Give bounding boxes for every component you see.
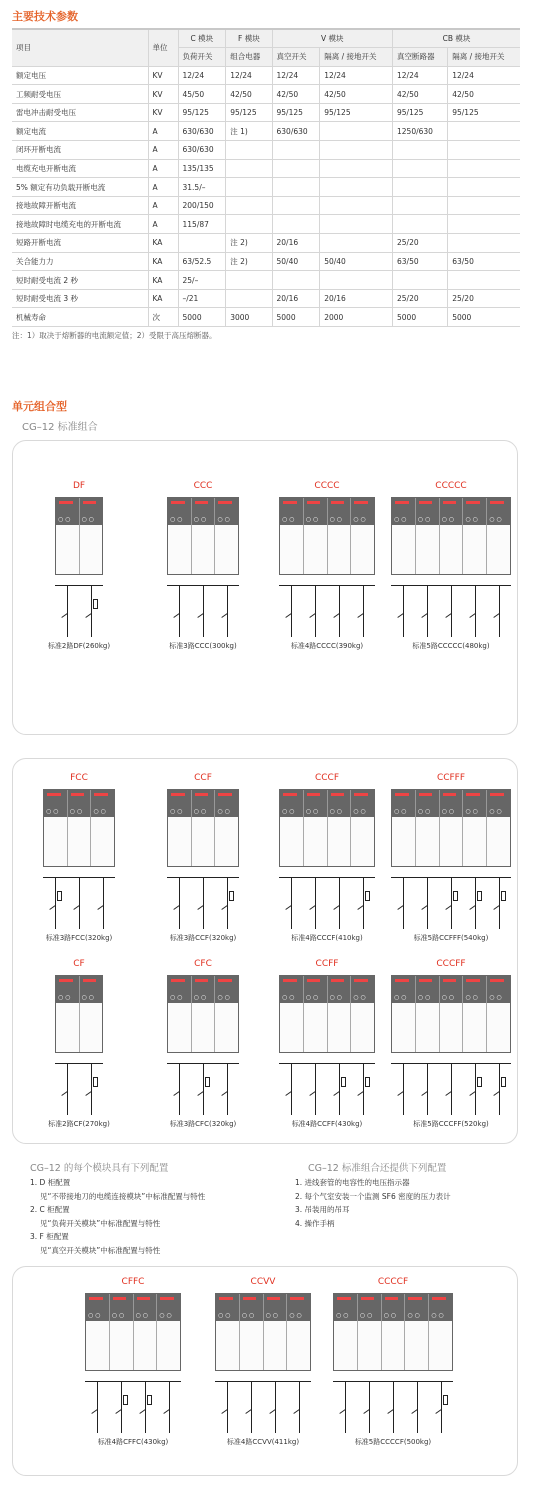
spec-cell: 135/135 [178, 159, 226, 178]
spec-cell: 12/24 [448, 66, 520, 85]
spec-row [12, 215, 520, 234]
spec-cell [272, 271, 320, 290]
spec-row [12, 141, 520, 160]
spec-cell [393, 178, 448, 197]
spec-cell: 200/150 [178, 196, 226, 215]
spec-cell: 5000 [448, 308, 520, 327]
header-c-module: C 模块 [178, 29, 226, 48]
cabinet-illustration [85, 1293, 181, 1371]
config-line: 4. 操作手柄 [295, 1218, 335, 1228]
circuit-diagram [279, 1063, 375, 1115]
spec-cell [320, 141, 393, 160]
spec-cell: 3000 [226, 308, 272, 327]
spec-cell: A [148, 159, 178, 178]
cabinet-illustration [167, 497, 239, 575]
cabinet-illustration [279, 497, 375, 575]
spec-cell: 20/16 [272, 234, 320, 253]
config-line: 见“不带接地刀的电缆连接模块”中标准配置与特性 [40, 1191, 206, 1201]
config-line: 1. 进线套管的电容性的电压指示器 [295, 1178, 410, 1187]
spec-cell: 雷电冲击耐受电压 [12, 103, 148, 122]
unit-section-title: 单元组合型 [12, 400, 67, 413]
combo-caption: 标准3路CCC(300kg) [169, 642, 237, 650]
spec-cell: 电缆充电开断电流 [12, 159, 148, 178]
combo-item-df [19, 481, 139, 651]
config-left-list [30, 1176, 205, 1257]
spec-row [12, 308, 520, 327]
spec-cell: KA [148, 252, 178, 271]
combo-item-ccc [143, 481, 263, 651]
spec-row [12, 289, 520, 308]
spec-cell [448, 234, 520, 253]
spec-cell: 12/24 [178, 66, 226, 85]
cabinet-illustration [391, 497, 511, 575]
spec-cell [448, 159, 520, 178]
spec-cell: 63/50 [448, 252, 520, 271]
config-line: 1. D 柜配置 [30, 1178, 71, 1187]
combo-caption: 标准4路CCCF(410kg) [291, 934, 363, 942]
spec-cell: 63/50 [393, 252, 448, 271]
spec-cell [226, 196, 272, 215]
header-sub: 隔离 / 接地开关 [320, 48, 393, 67]
spec-cell: 42/50 [272, 85, 320, 104]
combo-title: CFFC [121, 1277, 145, 1287]
spec-cell [320, 196, 393, 215]
spec-cell: 45/50 [178, 85, 226, 104]
circuit-diagram [391, 585, 511, 637]
spec-cell: A [148, 196, 178, 215]
combo-title: CF [73, 959, 85, 969]
combo-caption: 标准5路CCCCC(480kg) [412, 642, 490, 650]
spec-cell: 工频耐受电压 [12, 85, 148, 104]
spec-cell [272, 196, 320, 215]
circuit-diagram [43, 877, 115, 929]
spec-cell: 95/125 [448, 103, 520, 122]
spec-cell: 短时耐受电流 3 秒 [12, 289, 148, 308]
spec-cell: KA [148, 234, 178, 253]
spec-cell: 25/20 [393, 289, 448, 308]
spec-cell: 12/24 [226, 66, 272, 85]
spec-cell: 短路开断电流 [12, 234, 148, 253]
spec-cell [320, 271, 393, 290]
spec-cell [320, 215, 393, 234]
combo-title: CCCFF [436, 959, 466, 969]
spec-cell [272, 215, 320, 234]
spec-cell [226, 215, 272, 234]
combo-caption: 标准5路CCFFF(540kg) [413, 934, 489, 942]
header-item: 项目 [12, 29, 148, 66]
spec-cell [226, 141, 272, 160]
spec-row [12, 159, 520, 178]
spec-cell: 31.5/– [178, 178, 226, 197]
combo-item-ccvv [203, 1277, 323, 1447]
spec-cell: 630/630 [272, 122, 320, 141]
spec-cell [226, 159, 272, 178]
combo-item-cccf [267, 773, 387, 943]
spec-cell: 50/40 [320, 252, 393, 271]
spec-cell: 630/630 [178, 122, 226, 141]
config-left-title: CG–12 的每个模块具有下列配置 [30, 1163, 169, 1174]
header-sub: 组合电器 [226, 48, 272, 67]
cabinet-illustration [167, 975, 239, 1053]
combo-caption: 标准3路FCC(320kg) [45, 934, 113, 942]
spec-cell: 注 2) [226, 234, 272, 253]
spec-cell: 额定电流 [12, 122, 148, 141]
cabinet-illustration [55, 497, 103, 575]
combo-caption: 标准5路CCCFF(520kg) [413, 1120, 489, 1128]
header-f-module: F 模块 [226, 29, 272, 48]
spec-row [12, 66, 520, 85]
cabinet-illustration [279, 789, 375, 867]
spec-cell [320, 122, 393, 141]
spec-cell [320, 234, 393, 253]
spec-cell: A [148, 215, 178, 234]
header-v-module: V 模块 [272, 29, 393, 48]
unit-section-subtitle: CG–12 标准组合 [22, 422, 98, 433]
spec-cell [393, 271, 448, 290]
cabinet-illustration [391, 975, 511, 1053]
spec-cell: 630/630 [178, 141, 226, 160]
spec-cell [448, 271, 520, 290]
cabinet-illustration [43, 789, 115, 867]
spec-cell: 12/24 [393, 66, 448, 85]
spec-cell: 95/125 [320, 103, 393, 122]
spec-cell: 50/40 [272, 252, 320, 271]
spec-cell [226, 178, 272, 197]
config-line: 见“负荷开关模块”中标准配置与特性 [40, 1218, 161, 1228]
cabinet-illustration [55, 975, 103, 1053]
cabinet-illustration [391, 789, 511, 867]
spec-row [12, 196, 520, 215]
circuit-diagram [391, 1063, 511, 1115]
config-line: 3. F 柜配置 [30, 1232, 69, 1241]
spec-cell: 5000 [272, 308, 320, 327]
spec-cell [393, 196, 448, 215]
spec-cell: 95/125 [393, 103, 448, 122]
circuit-diagram [55, 1063, 103, 1115]
spec-cell: 20/16 [272, 289, 320, 308]
spec-cell: A [148, 122, 178, 141]
spec-cell: 25/20 [393, 234, 448, 253]
spec-cell [226, 271, 272, 290]
header-sub: 真空开关 [272, 48, 320, 67]
combo-item-fcc [19, 773, 139, 943]
cabinet-illustration [333, 1293, 453, 1371]
spec-cell: 接地故障开断电流 [12, 196, 148, 215]
combo-caption: 标准3路CFC(320kg) [169, 1120, 237, 1128]
header-cb-module: CB 模块 [393, 29, 520, 48]
spec-cell: 5% 额定有功负载开断电流 [12, 178, 148, 197]
spec-cell [272, 159, 320, 178]
config-right-title: CG–12 标准组合还提供下列配置 [308, 1163, 447, 1174]
circuit-diagram [167, 585, 239, 637]
config-line: 3. 吊装用的吊耳 [295, 1205, 350, 1214]
spec-cell: 1250/630 [393, 122, 448, 141]
combo-caption: 标准3路CCF(320kg) [169, 934, 237, 942]
spec-row [12, 178, 520, 197]
combo-panel-2 [12, 758, 518, 1144]
spec-cell [320, 178, 393, 197]
combo-caption: 标准4路CCCC(390kg) [290, 642, 364, 650]
combo-item-ccff [267, 959, 387, 1129]
spec-cell [448, 122, 520, 141]
spec-cell: 机械寿命 [12, 308, 148, 327]
spec-cell: A [148, 178, 178, 197]
spec-cell: 115/87 [178, 215, 226, 234]
spec-table [12, 28, 520, 327]
spec-cell [448, 178, 520, 197]
spec-cell [393, 141, 448, 160]
spec-row [12, 103, 520, 122]
spec-cell: 接地故障时电缆充电的开断电流 [12, 215, 148, 234]
combo-item-cccff [391, 959, 511, 1129]
combo-title: CCCF [314, 773, 340, 783]
combo-panel-1 [12, 440, 518, 735]
spec-cell [448, 196, 520, 215]
spec-cell: 20/16 [320, 289, 393, 308]
spec-cell: 12/24 [272, 66, 320, 85]
spec-cell: 额定电压 [12, 66, 148, 85]
combo-title: CCFF [315, 959, 339, 969]
spec-cell: KV [148, 85, 178, 104]
config-right-list [295, 1176, 451, 1230]
spec-cell: 12/24 [320, 66, 393, 85]
circuit-diagram [167, 877, 239, 929]
spec-cell [448, 141, 520, 160]
spec-cell: 短时耐受电流 2 秒 [12, 271, 148, 290]
combo-item-ccfff [391, 773, 511, 943]
combo-caption: 标准4路CCFF(430kg) [291, 1120, 363, 1128]
circuit-diagram [55, 585, 103, 637]
combo-title: CCC [193, 481, 213, 491]
spec-table-body [12, 66, 520, 326]
combo-item-ccccf [333, 1277, 453, 1447]
combo-item-cf [19, 959, 139, 1129]
circuit-diagram [215, 1381, 311, 1433]
spec-cell: 42/50 [226, 85, 272, 104]
spec-cell: A [148, 141, 178, 160]
spec-cell [448, 215, 520, 234]
combo-caption: 标准4路CFFC(430kg) [97, 1438, 169, 1446]
spec-cell: 95/125 [272, 103, 320, 122]
combo-item-cfc [143, 959, 263, 1129]
spec-cell: 42/50 [393, 85, 448, 104]
combo-title: CCF [194, 773, 212, 783]
combo-title: CCVV [250, 1277, 276, 1287]
spec-cell: KV [148, 66, 178, 85]
spec-cell [226, 289, 272, 308]
combo-item-cffc [73, 1277, 193, 1447]
spec-cell [272, 178, 320, 197]
combo-title: CCCCF [377, 1277, 409, 1287]
spec-cell: 注 2) [226, 252, 272, 271]
spec-cell: 25/– [178, 271, 226, 290]
spec-cell: 95/125 [226, 103, 272, 122]
config-line: 2. C 柜配置 [30, 1205, 70, 1214]
header-sub: 真空断路器 [393, 48, 448, 67]
config-line: 见“真空开关模块”中标准配置与特性 [40, 1245, 161, 1255]
spec-cell: KA [148, 271, 178, 290]
header-sub: 隔离 / 接地开关 [448, 48, 520, 67]
spec-row [12, 234, 520, 253]
spec-note: 注：1）取决于熔断器的电流额定值；2）受限于高压熔断器。 [12, 331, 217, 340]
combo-title: CFC [194, 959, 212, 969]
spec-row [12, 85, 520, 104]
spec-cell [178, 234, 226, 253]
combo-panel-3 [12, 1266, 518, 1476]
circuit-diagram [85, 1381, 181, 1433]
header-unit: 单位 [148, 29, 178, 66]
spec-section-title: 主要技术参数 [12, 10, 78, 23]
spec-cell: 次 [148, 308, 178, 327]
circuit-diagram [333, 1381, 453, 1433]
circuit-diagram [391, 877, 511, 929]
config-line: 2. 每个气室安装一个监测 SF6 密度的压力表计 [295, 1191, 451, 1201]
spec-row [12, 252, 520, 271]
circuit-diagram [279, 877, 375, 929]
combo-title: CCCCC [435, 481, 467, 491]
combo-item-cccc [267, 481, 387, 651]
spec-cell [393, 215, 448, 234]
spec-cell: 95/125 [178, 103, 226, 122]
combo-title: CCCC [314, 481, 340, 491]
circuit-diagram [167, 1063, 239, 1115]
spec-cell: 注 1) [226, 122, 272, 141]
spec-cell: 5000 [393, 308, 448, 327]
combo-item-ccf [143, 773, 263, 943]
spec-cell [272, 141, 320, 160]
combo-caption: 标准5路CCCCF(500kg) [354, 1438, 432, 1446]
spec-cell: 5000 [178, 308, 226, 327]
spec-cell: 25/20 [448, 289, 520, 308]
spec-row [12, 122, 520, 141]
spec-cell: 闭环开断电流 [12, 141, 148, 160]
header-sub: 负荷开关 [178, 48, 226, 67]
cabinet-illustration [167, 789, 239, 867]
spec-cell: 63/52.5 [178, 252, 226, 271]
spec-cell: KA [148, 289, 178, 308]
spec-cell [393, 159, 448, 178]
spec-cell: 42/50 [448, 85, 520, 104]
combo-caption: 标准2路DF(260kg) [47, 642, 111, 650]
cabinet-illustration [215, 1293, 311, 1371]
circuit-diagram [279, 585, 375, 637]
combo-caption: 标准4路CCVV(411kg) [226, 1438, 300, 1446]
spec-cell: 2000 [320, 308, 393, 327]
combo-title: CCFFF [436, 773, 466, 783]
spec-cell: 42/50 [320, 85, 393, 104]
spec-cell: KV [148, 103, 178, 122]
spec-cell: –/21 [178, 289, 226, 308]
spec-cell: 关合能力力 [12, 252, 148, 271]
combo-item-ccccc [391, 481, 511, 651]
combo-title: DF [72, 481, 86, 491]
cabinet-illustration [279, 975, 375, 1053]
spec-cell [320, 159, 393, 178]
combo-caption: 标准2路CF(270kg) [48, 1120, 110, 1128]
combo-title: FCC [70, 773, 88, 783]
spec-row [12, 271, 520, 290]
